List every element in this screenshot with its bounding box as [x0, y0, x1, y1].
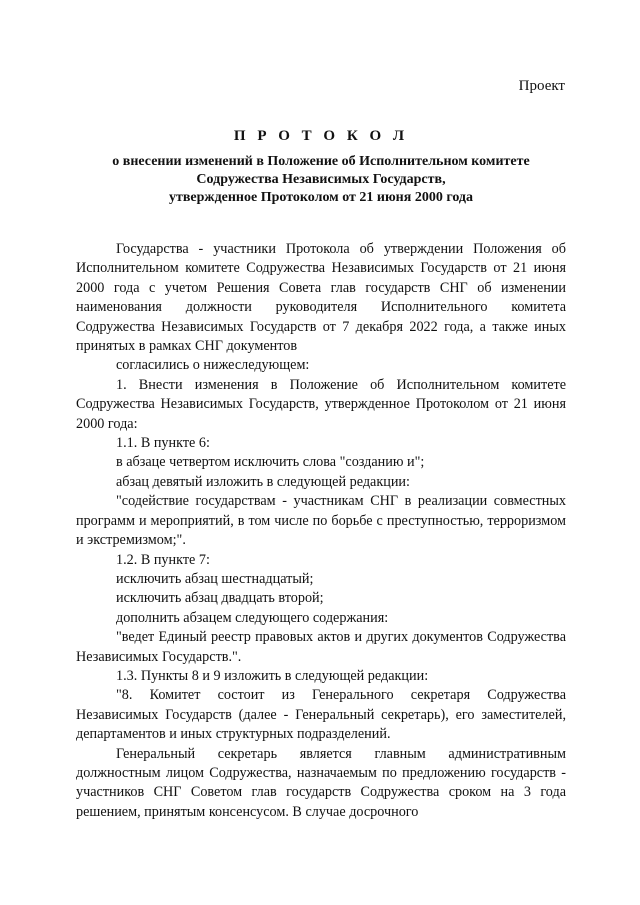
- paragraph-item-1-2-b: исключить абзац двадцать второй;: [116, 590, 324, 607]
- document-title: П Р О Т О К О Л: [233, 128, 409, 144]
- document-body: [76, 240, 566, 822]
- paragraph-preamble: Государства - участники Протокола об утверждении Положения об Исполнительном комитете Содружества Независимых Государств от 21 июня 2000 года с учетом Решения Совета глав государств СНГ об изменении наименования должности руководителя Исполнительного комитета Содружества Независимых Государств от 7 декабря 2022 года, а также иных принятых в рамках СНГ документов: [76, 241, 566, 355]
- document-subtitle-line-2: Содружества Независимых Государств,: [196, 172, 446, 187]
- paragraph-item-1-1: 1.1. В пункте 6:: [116, 435, 210, 452]
- paragraph-item-1: 1. Внести изменения в Положение об Исполнительном комитете Содружества Независимых Государств, утвержденное Протоколом от 21 июня 2000 года:: [76, 376, 566, 432]
- document-title-block: [76, 128, 566, 207]
- paragraph-item-1-3: 1.3. Пункты 8 и 9 изложить в следующей редакции:: [116, 667, 429, 684]
- paragraph-item-1-1-a: в абзаце четвертом исключить слова "созданию и";: [116, 454, 425, 471]
- paragraph-item-1-2-c: дополнить абзацем следующего содержания:: [116, 609, 389, 626]
- paragraph-secretary-general: Генеральный секретарь является главным административным должностным лицом Содружества, назначаемым по предложению государств - участников СНГ Советом глав государств Содружества сроком на 3 года решением, принятым консенсусом. В случае досрочного: [76, 745, 566, 820]
- paragraph-item-1-2: 1.2. В пункте 7:: [116, 551, 210, 568]
- document-subtitle-line-1: о внесении изменений в Положение об Исполнительном комитете: [112, 154, 530, 169]
- paragraph-item-1-1-quote: "содействие государствам - участникам СНГ в реализации совместных программ и мероприятий, в том числе по борьбе с преступностью, терроризмом и экстремизмом;".: [76, 493, 566, 549]
- paragraph-item-1-2-a: исключить абзац шестнадцатый;: [116, 570, 314, 587]
- paragraph-item-1-2-quote: "ведет Единый реестр правовых актов и других документов Содружества Независимых Государств.".: [76, 629, 566, 665]
- paragraph-item-1-1-b: абзац девятый изложить в следующей редакции:: [116, 473, 410, 490]
- paragraph-agreed: согласились о нижеследующем:: [116, 357, 310, 374]
- draft-label: Проект: [518, 78, 565, 94]
- paragraph-item-1-3-quote-8: "8. Комитет состоит из Генерального секретаря Содружества Независимых Государств (далее - Генеральный секретарь), его заместителей, департаментов и иных структурных подразделений.: [76, 687, 566, 743]
- document-subtitle-line-3: утвержденное Протоколом от 21 июня 2000 года: [168, 190, 474, 205]
